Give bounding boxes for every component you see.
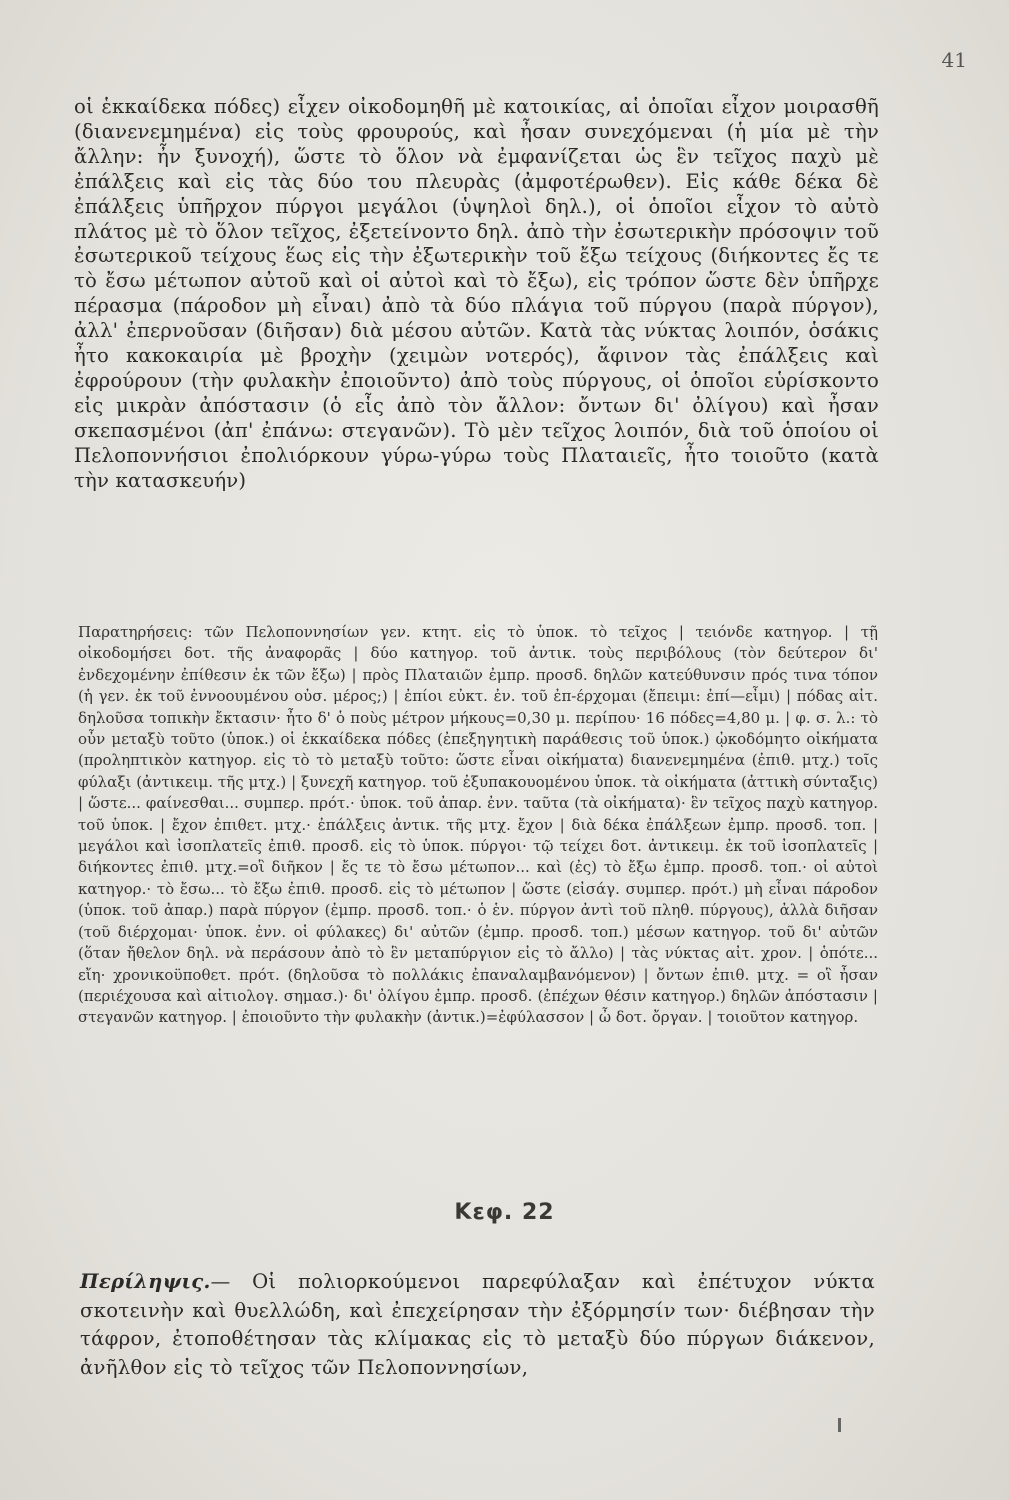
margin-mark — [838, 1418, 841, 1432]
main-paragraph: οἱ ἑκκαίδεκα πόδες) εἶχεν οἰκοδομηθῆ μὲ κατοικίας, αἱ ὁποῖαι εἶχον μοιρασθῆ (διανενεμημένα) εἰς τοὺς φρουρούς, καὶ ἦσαν συνεχόμεναι (ἡ μία μὲ τὴν ἄλλην: ἦν ξυνοχή), ὥστε τὸ ὅλον νὰ ἐμφανίζεται ὡς ἓν τεῖχος παχὺ μὲ ἐπάλξεις καὶ εἰς τὰς δύο του πλευρὰς (ἀμφοτέρωθεν). Εἰς κάθε δέκα δὲ ἐπάλξεις ὑπῆρχον πύργοι μεγάλοι (ὑψηλοὶ δηλ.), οἱ ὁποῖοι εἶχον τὸ αὐτὸ πλάτος μὲ τὸ ὅλον τεῖχος, ἐξετείνοντο δηλ. ἀπὸ τὴν ἐσωτερικὴν πρόσοψιν τοῦ ἐσωτερικοῦ τείχους ἕως εἰς τὴν ἐξωτερικὴν τοῦ ἔξω τείχους (διήκοντες ἔς τε τὸ ἔσω μέτωπον αὐτοῦ καὶ οἱ αὐτοὶ καὶ τὸ ἔξω), εἰς τρόπον ὥστε δὲν ὑπῆρχε πέρασμα (πάροδον μὴ εἶναι) ἀπὸ τὰ δύο πλάγια τοῦ πύργου (παρὰ πύργον), ἀλλ' ἐπερνοῦσαν (διῆσαν) διὰ μέσου αὐτῶν. Κατὰ τὰς νύκτας λοιπόν, ὁσάκις ἦτο κακοκαιρία μὲ βροχὴν (χειμὼν νοτερός), ἄφινον τὰς ἐπάλξεις καὶ ἐφρούρουν (τὴν φυλακὴν ἐποιοῦντο) ἀπὸ τοὺς πύργους, οἱ ὁποῖοι εὑρίσκοντο εἰς μικρὰν ἀπόστασιν (ὁ εἷς ἀπὸ τὸν ἄλλον: ὄντων δι' ὀλίγου) καὶ ἦσαν σκεπασμένοι (ἀπ' ἐπάνω: στεγανῶν). Τὸ μὲν τεῖχος λοιπόν, διὰ τοῦ ὁποίου οἱ Πελοποννήσιοι ἐπολιόρκουν γύρω-γύρω τοὺς Πλαταιεῖς, ἦτο τοιοῦτο (κατὰ τὴν κατασκευήν) — [74, 95, 879, 492]
chapter-heading: Κεφ. 22 — [454, 1200, 555, 1225]
page-number: 41 — [941, 48, 967, 72]
summary-text: — Οἱ πολιορκούμενοι παρεφύλαξαν καὶ ἐπέτυχον νύκτα σκοτεινὴν καὶ θυελλώδη, καὶ ἐπεχείρησαν τὴν ἐξόρμησίν των· διέβησαν τὴν τάφρον, ἐτοποθέτησαν τὰς κλίμακας εἰς τὸ μεταξὺ δύο πύργων διάκενον, ἀνῆλθον εἰς τὸ τεῖχος τῶν Πελοποννησίων, — [80, 1270, 875, 1379]
summary-block — [80, 1268, 875, 1382]
grammar-notes — [78, 622, 878, 1029]
summary-label: Περίληψις. — [80, 1270, 211, 1293]
main-text-block — [74, 95, 879, 494]
summary-paragraph — [80, 1268, 875, 1382]
notes-paragraph: Παρατηρήσεις: τῶν Πελοποννησίων γεν. κτητ. εἰς τὸ ὑποκ. τὸ τεῖχος | τειόνδε κατηγορ. | τῇ οἰκοδομήσει δοτ. τῆς ἀναφορᾶς | δύο κατηγορ. τοῦ ἀντικ. τοὺς περιβόλους (τὸν δεύτερον δι' ἐνδεχομένην ἐπίθεσιν ἐκ τῶν ἔξω) | πρὸς Πλαταιῶν ἐμπρ. προσδ. δηλῶν κατεύθυνσιν πρός τινα τόπον (ἡ γεν. ἐκ τοῦ ἐννοουμένου οὐσ. μέρος;) | ἐπίοι εὐκτ. ἐν. τοῦ ἐπ-έρχομαι (ἔπειμι: ἐπί—εἶμι) | πόδας αἰτ. δηλοῦσα τοπικὴν ἔκτασιν· ἦτο δ' ὁ ποὺς μέτρον μήκους=0,30 μ. περίπου· 16 πόδες=4,80 μ. | φ. σ. λ.: τὸ οὖν μεταξὺ τοῦτο (ὑποκ.) οἱ ἑκκαίδεκα πόδες (ἐπεξηγητικὴ παράθεσις τοῦ ὑποκ.) ᾠκοδόμητο οἰκήματα (προληπτικὸν κατηγορ. εἰς τὸ τὸ μεταξὺ τοῦτο: ὥστε εἶναι οἰκήματα) διανενεμημένα (ἐπιθ. μτχ.) τοῖς φύλαξι (ἀντικειμ. τῆς μτχ.) | ξυνεχῆ κατηγορ. τοῦ ἐξυπακουομένου ὑποκ. τὰ οἰκήματα (ἀττικὴ σύνταξις) | ὥστε... φαίνεσθαι... συμπερ. πρότ.· ὑποκ. τοῦ ἀπαρ. ἐνν. ταῦτα (τὰ οἰκήματα)· ἓν τεῖχος παχὺ κατηγορ. τοῦ ὑποκ. | ἔχον ἐπιθετ. μτχ.· ἐπάλξεις ἀντικ. τῆς μτχ. ἔχον | διὰ δέκα ἐπάλξεων ἐμπρ. προσδ. τοπ. | μεγάλοι καὶ ἰσοπλατεῖς ἐπιθ. προσδ. εἰς τὸ ὑποκ. πύργοι· τῷ τείχει δοτ. ἀντικειμ. ἐκ τοῦ ἰσοπλατεῖς | διήκοντες ἐπιθ. μτχ.=οἳ διῆκον | ἔς τε τὸ ἔσω μέτωπον... καὶ (ἐς) τὸ ἔξω ἐμπρ. προσδ. τοπ.· οἱ αὐτοὶ κατηγορ.· τὸ ἔσω... τὸ ἔξω ἐπιθ. προσδ. εἰς τὸ μέτωπον | ὥστε (εἰσάγ. συμπερ. πρότ.) μὴ εἶναι πάροδον (ὑποκ. τοῦ ἀπαρ.) παρὰ πύργον (ἐμπρ. προσδ. τοπ.· ὁ ἑν. πύργον ἀντὶ τοῦ πληθ. πύργους), ἀλλὰ διῆσαν (τοῦ διέρχομαι· ὑποκ. ἐνν. οἱ φύλακες) δι' αὐτῶν (ἐμπρ. προσδ. τοπ.) μέσων κατηγορ. τοῦ δι' αὐτῶν (ὅταν ἤθελον δηλ. νὰ περάσουν ἀπὸ τὸ ἓν μεταπύργιον εἰς τὸ ἄλλο) | τὰς νύκτας αἰτ. χρον. | ὁπότε... εἴη· χρονικοϋποθετ. πρότ. (δηλοῦσα τὸ πολλάκις ἐπαναλαμβανόμενον) | ὄντων ἐπιθ. μτχ. = οἳ ἦσαν (περιέχουσα καὶ αἰτιολογ. σημασ.)· δι' ὀλίγου ἐμπρ. προσδ. (ἐπέχων θέσιν κατηγορ.) δηλῶν ἀπόστασιν | στεγανῶν κατηγορ. | ἐποιοῦντο τὴν φυλακὴν (ἀντικ.)=ἐφύλασσον | ὦ δοτ. ὄργαν. | τοιοῦτον κατηγορ. — [78, 623, 878, 1027]
